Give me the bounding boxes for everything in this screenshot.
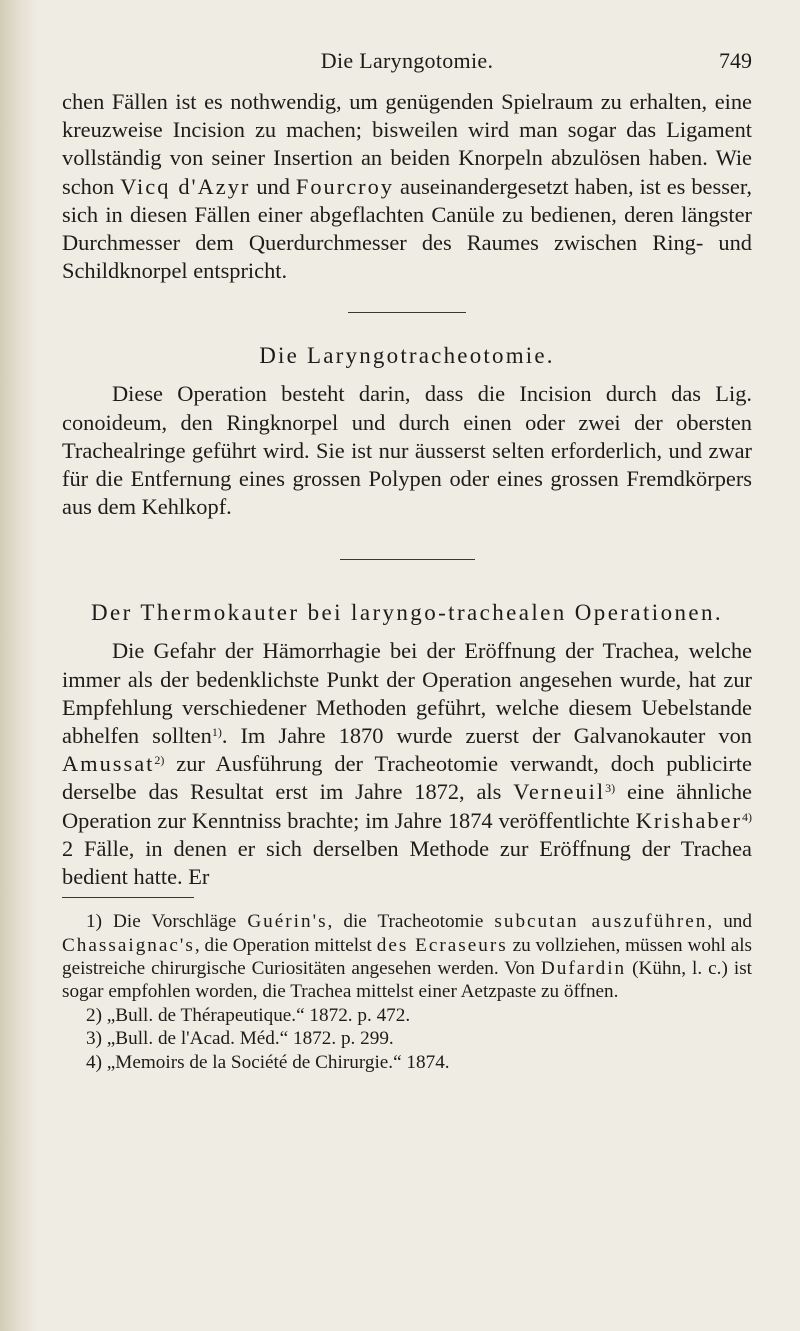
author-name: Krishaber bbox=[635, 807, 742, 833]
footnote-ref: 1) bbox=[211, 725, 222, 740]
footnote-ref: 4) bbox=[742, 809, 752, 824]
page-number: 749 bbox=[719, 48, 752, 73]
emphasis-term: subcutan auszuführen bbox=[494, 911, 708, 933]
section-paragraph: Diese Operation besteht darin, dass die Incision durch das Lig. conoideum, den Ringknorpel und durch einen oder zwei der obersten Trachealringe geführt wird. Sie ist nur äusserst selten erforderlich, und zwar für die Entfernung eines grossen Polypen oder eines grossen Fremdkörpers aus dem Kehlkopf. bbox=[62, 381, 752, 520]
footnote-ref: 2) bbox=[154, 753, 165, 768]
page-edge-shadow bbox=[0, 0, 38, 1331]
running-head bbox=[62, 48, 752, 88]
footnote-1: 1) Die Vorschläge Guérin's, die Tracheotomie subcutan auszuführen, und Chassaignac's, die Operation mittelst des Ecraseurs zu vollziehen, müssen wohl als geistreiche chirurgische Curiositäten angesehen werden. Von Dufardin (Kühn, l. c.) ist sogar empfohlen worden, die Trachea mittelst einer Aetzpaste zu öffnen. bbox=[62, 911, 753, 1003]
footnote-ref: 3) bbox=[605, 781, 616, 796]
author-name: Vicq d'Azyr bbox=[120, 173, 251, 199]
section-laryngotracheotomie bbox=[62, 343, 752, 521]
section-heading: Die Laryngotracheotomie. bbox=[259, 343, 555, 369]
footnote-rule bbox=[62, 897, 194, 898]
book-page bbox=[62, 48, 752, 1074]
footnote-2: 2) „Bull. de Thérapeutique.“ 1872. p. 472. bbox=[86, 1004, 411, 1026]
section-thermokauter bbox=[62, 600, 752, 891]
section-divider bbox=[348, 312, 466, 313]
footnote-4: 4) „Memoirs de la Société de Chirurgie.“ 1874. bbox=[86, 1051, 450, 1073]
footnote-3: 3) „Bull. de l'Acad. Méd.“ 1872. p. 299. bbox=[86, 1028, 394, 1050]
author-name: Guérin's bbox=[247, 911, 328, 933]
running-title: Die Laryngotomie. bbox=[320, 48, 494, 73]
section-divider bbox=[340, 559, 475, 560]
emphasis-term: des Ecraseurs bbox=[376, 934, 508, 956]
section-paragraph: Die Gefahr der Hämorrhagie bei der Eröffnung der Trachea, welche immer als der bedenklichste Punkt der Operation angesehen wurde, hat zur Empfehlung verschiedener Methoden geführt, welche diesem Uebelstande abhelfen sollten$^{1)}$. Im Jahre 1870 wurde zuerst der Galvanokauter von Amussat$^{2)}$ zur Ausführung der Tracheotomie verwandt, doch publicirte derselbe das Resultat erst im Jahre 1872, als Verneuil$^{3)}$ eine ähnliche Operation zur Kenntniss brachte; im Jahre 1874 veröffentlichte Krishaber$^{4)}$ 2 Fälle, in denen er sich derselben Methode zur Eröffnung der Trachea bedient hatte. Er bbox=[62, 638, 752, 890]
footnotes bbox=[62, 910, 752, 1074]
author-name: Fourcroy bbox=[295, 173, 394, 199]
author-name: Amussat bbox=[62, 751, 155, 777]
intro-paragraph: chen Fällen ist es nothwendig, um genügenden Spielraum zu erhalten, eine kreuzweise Incision zu machen; bisweilen wird man sogar das Ligament vollständig von seiner Insertion an beiden Knorpeln abzulösen haben. Wie schon Vicq d'Azyr und Fourcroy auseinandergesetzt haben, ist es besser, sich in diesen Fällen einer abgeflachten Canüle zu bedienen, deren längster Durchmesser dem Querdurchmesser des Raumes zwischen Ring- und Schildknorpel entspricht. bbox=[62, 89, 753, 284]
section-heading: Der Thermokauter bei laryngo-trachealen Operationen. bbox=[90, 600, 724, 626]
author-name: Chassaignac's bbox=[62, 934, 195, 956]
author-name: Dufardin bbox=[540, 958, 627, 980]
author-name: Kühn bbox=[638, 958, 682, 980]
author-name: Verneuil bbox=[513, 779, 606, 805]
